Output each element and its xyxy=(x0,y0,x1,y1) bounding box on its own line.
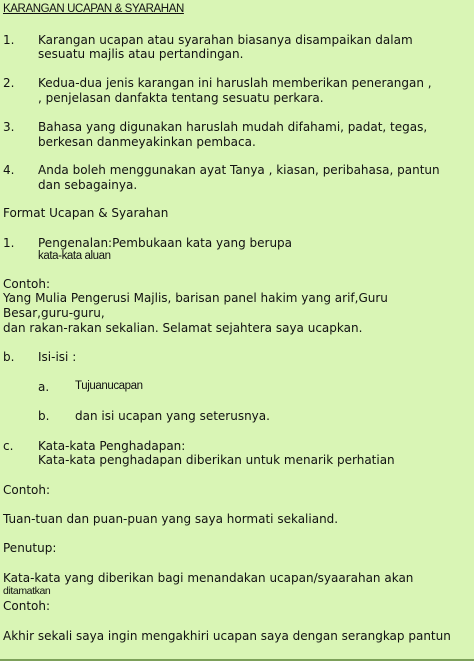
contoh-text-line: Tuan-tuan dan puan-puan yang saya hormati sekaliand. xyxy=(3,512,339,526)
contoh-text-line: dan rakan-rakan sekalian. Selamat sejahtera saya ucapkan. xyxy=(3,321,363,335)
document-title: KARANGAN UCAPAN & SYARAHAN xyxy=(3,3,184,15)
penutup-heading: Penutup: xyxy=(3,541,57,555)
section-number: 1. xyxy=(3,236,15,250)
penutup-text-line: ditamatkan xyxy=(3,585,51,597)
contoh-text-line: Yang Mulia Pengerusi Majlis, barisan panel hakim yang arif,Guru xyxy=(3,291,388,305)
point-text-line: Karangan ucapan atau syarahan biasanya disampaikan dalam xyxy=(38,33,413,47)
point-text-line: dan sebagainya. xyxy=(38,178,138,192)
contoh-text-line: Besar,guru-guru, xyxy=(3,306,105,320)
section-number: c. xyxy=(3,439,14,453)
pengenalan-heading: Pengenalan:Pembukaan kata yang berupa xyxy=(38,236,293,250)
contoh-label: Contoh: xyxy=(3,599,51,613)
contoh-text-line: Akhir sekali saya ingin mengakhiri ucapan saya dengan serangkap pantun xyxy=(3,629,451,643)
point-text-line: , penjelasan danfakta tentang sesuatu perkara. xyxy=(38,91,324,105)
point-text-line: berkesan danmeyakinkan pembaca. xyxy=(38,135,256,149)
sub-item-letter: b. xyxy=(38,409,50,423)
pengenalan-text: kata-kata aluan xyxy=(38,250,111,262)
point-number: 1. xyxy=(3,33,15,47)
sub-item-text: Tujuanucapan xyxy=(75,380,143,392)
penghadapan-heading: Kata-kata Penghadapan: xyxy=(38,439,186,453)
point-number: 2. xyxy=(3,76,15,90)
section-number: b. xyxy=(3,350,15,364)
sub-item-letter: a. xyxy=(38,380,50,394)
point-number: 3. xyxy=(3,120,15,134)
penghadapan-text: Kata-kata penghadapan diberikan untuk menarik perhatian xyxy=(38,453,395,467)
point-number: 4. xyxy=(3,163,15,177)
contoh-label: Contoh: xyxy=(3,483,51,497)
penutup-text-line: Kata-kata yang diberikan bagi menandakan ucapan/syaarahan akan xyxy=(3,571,414,585)
point-text-line: sesuatu majlis atau pertandingan. xyxy=(38,47,244,61)
point-text-line: Anda boleh menggunakan ayat Tanya , kiasan, peribahasa, pantun xyxy=(38,163,440,177)
format-heading: Format Ucapan & Syarahan xyxy=(3,206,169,220)
contoh-label: Contoh: xyxy=(3,277,51,291)
sub-item-text: dan isi ucapan yang seterusnya. xyxy=(75,409,270,423)
point-text-line: Bahasa yang digunakan haruslah mudah difahami, padat, tegas, xyxy=(38,120,428,134)
point-text-line: Kedua-dua jenis karangan ini haruslah memberikan penerangan , xyxy=(38,76,432,90)
isi-heading: Isi-isi : xyxy=(38,350,77,364)
